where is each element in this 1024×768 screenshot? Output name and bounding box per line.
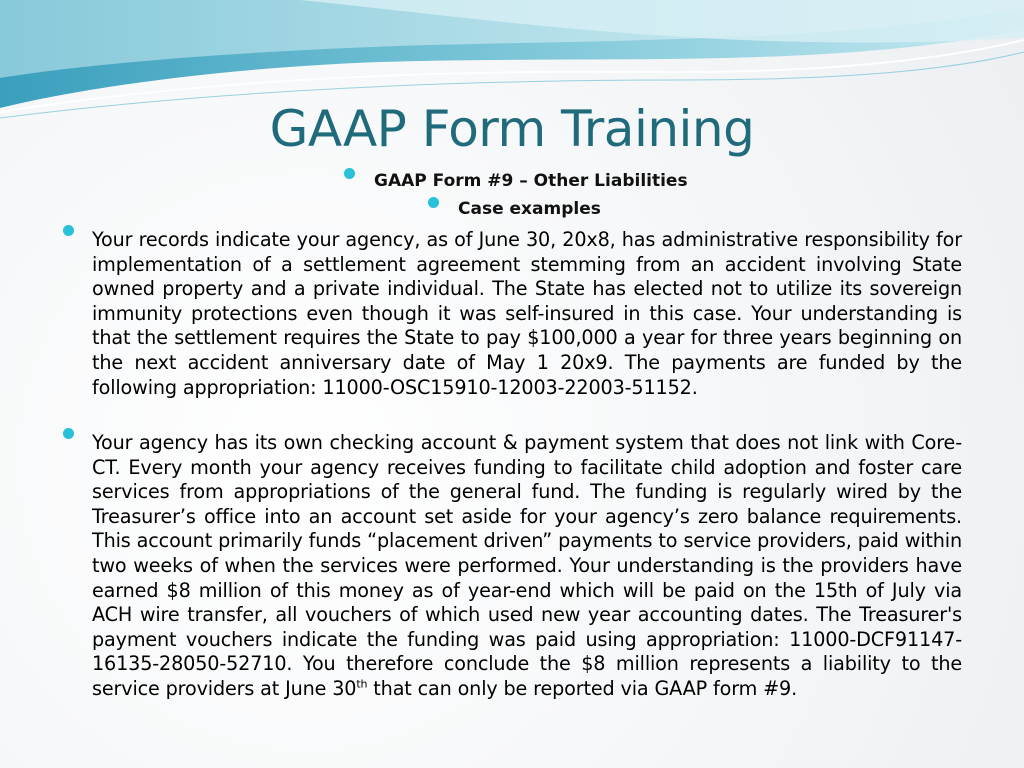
bullet-icon bbox=[63, 225, 74, 236]
case-example-1-text: Your records indicate your agency, as of June 30, 20x8, has administrative responsibility for implementation of a settlement agreement stemming from an accident involving State owned property and a private individual. The State has elected not to utilize its sovereign immunity protections even though it was self-insured in this case. Your understanding is that the settlement requires the State to pay $100,000 a year for three years beginning on the next accident anniversary date of May 1 20x9. The payments are funded by the following appropriation: 11000-OSC15910-12003-22003-51152. bbox=[92, 228, 962, 399]
case-example-2-text bbox=[92, 431, 962, 702]
bullet-icon bbox=[344, 168, 355, 179]
ordinal-suffix: th bbox=[356, 677, 368, 691]
subtitle-case-examples: Case examples bbox=[458, 199, 601, 219]
case-example-2-body: Your agency has its own checking account & payment system that does not link with Core-CT. Every month your agency receives funding to facilitate child adoption and foster care services from appropriations of the general fund. The funding is regularly wired by the Treasurer’s office into an account set aside for your agency’s zero balance requirements. This account primarily funds “placement driven” payments to service providers, paid within two weeks of when the services were performed. Your understanding is the providers have earned $8 million of this money as of year-end which will be paid on the 15th of July via ACH wire transfer, all vouchers of which used new year accounting dates. The Treasurer's payment vouchers indicate the funding was paid using appropriation: 11000-DCF91147-16135-28050-52710. You therefore conclude the $8 million represents a liability to the service providers at June 30 bbox=[92, 431, 962, 700]
bullet-icon bbox=[428, 197, 439, 208]
bullet-icon bbox=[63, 428, 74, 439]
subtitle-form-9: GAAP Form #9 – Other Liabilities bbox=[374, 171, 688, 191]
case-example-2-ending: that can only be reported via GAAP form #9. bbox=[367, 676, 798, 700]
slide-title: GAAP Form Training bbox=[269, 100, 755, 158]
